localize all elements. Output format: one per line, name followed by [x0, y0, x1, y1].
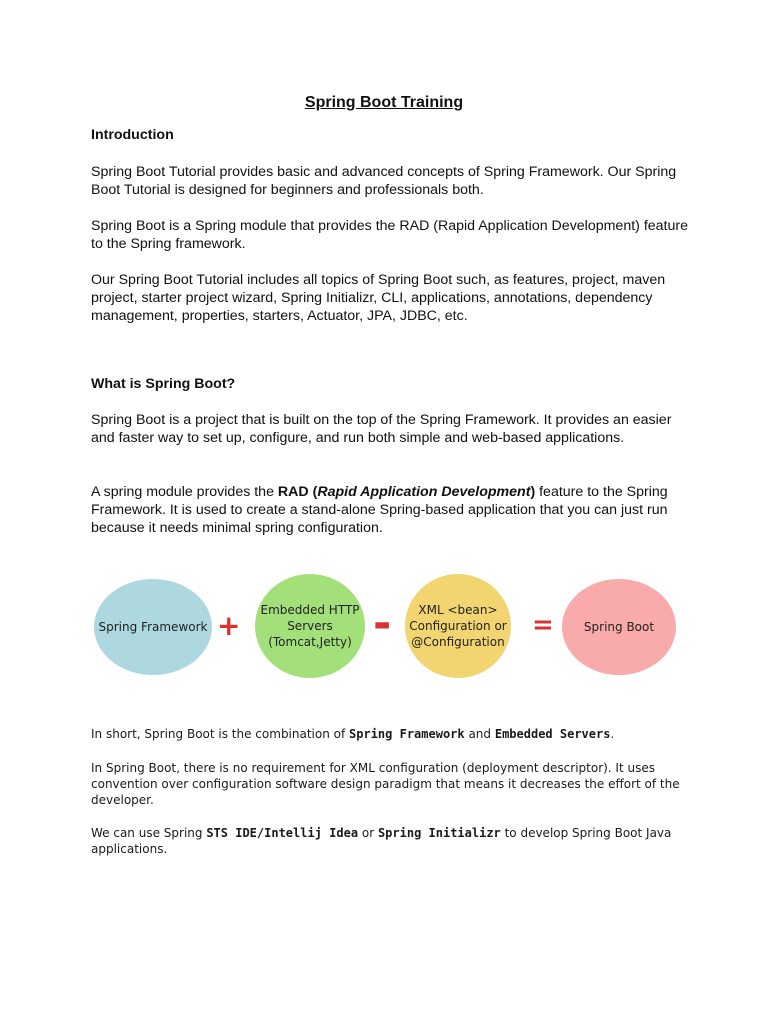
intro-paragraph-1: Spring Boot Tutorial provides basic and advanced concepts of Spring Framework. Our Spring Boot Tutorial is designed for beginners and professionals both. [91, 164, 677, 198]
minus-operator: - [373, 598, 392, 649]
rad-full-label: Rapid Application Development [317, 484, 531, 500]
spring-framework-circle [94, 579, 212, 675]
plus-operator: + [217, 609, 241, 642]
embedded-servers-bold: Embedded Servers [494, 727, 611, 741]
what-p2-start: A spring module provides the [91, 484, 278, 500]
xml-configuration-paragraph: In Spring Boot, there is no requirement for XML configuration (deployment descriptor). It uses convention over configuration software design paradigm that means it decreases the effort of the developer. [91, 761, 680, 807]
xml-configuration-circle [405, 574, 511, 678]
page-title: Spring Boot Training [304, 94, 464, 111]
sts-ide-bold: STS IDE/Intellij Idea [206, 826, 359, 840]
embedded-servers-line-1: Embedded HTTP [260, 603, 360, 617]
what-paragraph-1: Spring Boot is a project that is built on the top of the Spring Framework. It provides an easier and faster way to set up, configure, and run both simple and web-based applications. [91, 412, 672, 446]
what-p2-end: feature to the Spring Framework. It is used to create a stand-alone Spring-based application that you can just run because it needs minimal spring configuration. [91, 484, 668, 536]
introduction-heading: Introduction [91, 127, 174, 143]
xml-config-line-1: XML <bean> [418, 603, 498, 617]
spring-boot-equation-diagram [90, 568, 690, 688]
what-paragraph-2 [91, 483, 691, 537]
intro-paragraph-2: Spring Boot is a Spring module that provides the RAD (Rapid Application Development) feature to the Spring framework. [91, 218, 688, 252]
in-short-mid: and [464, 727, 495, 741]
tools-start: We can use Spring [91, 826, 207, 840]
embedded-servers-circle [255, 574, 365, 678]
tools-mid: or [358, 826, 378, 840]
rad-label: RAD ( [277, 484, 318, 500]
rad-close: ) [530, 484, 536, 500]
spring-initializr-bold: Spring Initializr [377, 826, 501, 840]
spring-framework-label: Spring Framework [98, 620, 208, 634]
embedded-servers-line-2: Servers [287, 619, 333, 633]
spring-boot-label: Spring Boot [583, 620, 655, 634]
tools-paragraph [91, 825, 691, 857]
intro-paragraph-3: Our Spring Boot Tutorial includes all topics of Spring Boot such, as features, project, maven project, starter project wizard, Spring Initializr, CLI, applications, annotations, dependency management, properties, starters, Actuator, JPA, JDBC, etc. [91, 272, 666, 324]
equals-operator: = [532, 610, 554, 640]
xml-config-line-3: @Configuration [411, 635, 505, 649]
in-short-paragraph [91, 726, 691, 742]
in-short-end: . [610, 727, 615, 741]
in-short-start: In short, Spring Boot is the combination of [91, 727, 350, 741]
what-is-heading: What is Spring Boot? [91, 376, 236, 392]
spring-framework-bold: Spring Framework [349, 727, 465, 741]
tools-end: to develop Spring Boot Java applications. [91, 826, 672, 856]
xml-config-line-2: Configuration or [409, 619, 507, 633]
embedded-servers-line-3: (Tomcat,Jetty) [268, 635, 352, 649]
spring-boot-circle [562, 579, 676, 675]
